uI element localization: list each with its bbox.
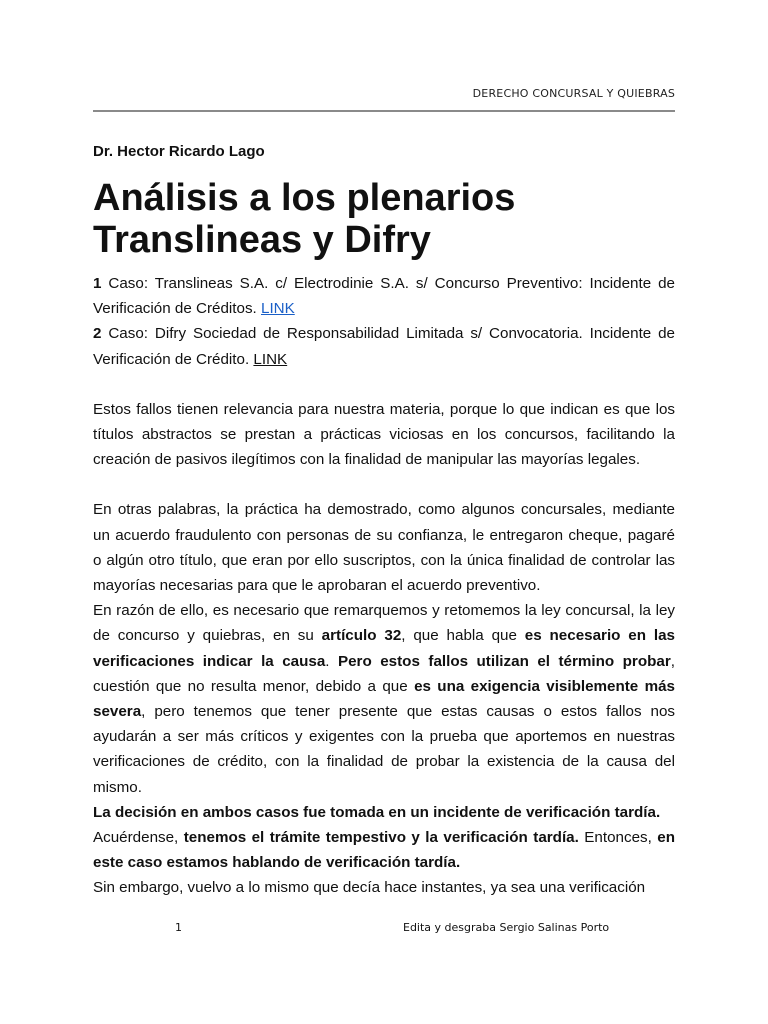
paragraph-reminder	[93, 825, 675, 875]
bold-run: tenemos el trámite tempestivo y la verificación tardía.	[183, 829, 579, 847]
paragraph-article-32	[93, 598, 675, 800]
case-2-link[interactable]: LINK	[253, 350, 288, 368]
document-title: Análisis a los plenarios Translineas y Difry	[93, 177, 516, 261]
paragraph-decision	[93, 800, 675, 825]
bold-run: La decisión en ambos casos fue tomada en un incidente de verificación tardía.	[93, 803, 661, 821]
page-number: 1	[175, 921, 182, 934]
case-text: Caso: Translineas S.A. c/ Electrodinie S.A. s/ Concurso Preventivo: Incidente de Verificación de Créditos.	[93, 275, 675, 318]
bold-run: Pero estos fallos utilizan el término probar	[337, 652, 671, 670]
text-run: .	[325, 652, 338, 670]
text-run: Acuérdense,	[93, 829, 184, 847]
text-run: Entonces,	[578, 829, 658, 847]
case-item-1	[93, 271, 675, 321]
author-name: Dr. Hector Ricardo Lago	[93, 143, 265, 160]
bold-run: en este caso estamos hablando de verificación tardía.	[93, 829, 675, 872]
case-number: 2	[93, 325, 102, 343]
bold-run: es una exigencia visiblemente más severa	[93, 677, 676, 721]
bold-run: es necesario en las verificaciones indicar la causa	[93, 627, 675, 670]
paragraph-relevance: Estos fallos tienen relevancia para nuestra materia, porque lo que indican es que los títulos abstractos se prestan a prácticas viciosas en los concursos, facilitando la creación de pasivos ilegítimos con la finalidad de manipular las mayorías legales.	[93, 400, 675, 469]
case-1-link[interactable]: LINK	[261, 300, 295, 318]
running-header: DERECHO CONCURSAL Y QUIEBRAS	[472, 87, 675, 100]
case-number: 1	[93, 275, 102, 292]
paragraph-continuation: Sin embargo, vuelvo a lo mismo que decía hace instantes, ya sea una verificación	[93, 879, 646, 897]
text-run: , que habla que	[401, 627, 525, 645]
text-run: En razón de ello, es necesario que remarquemos y retomemos la ley concursal, la ley de concurso y quiebras, en su	[93, 602, 675, 645]
case-text: Caso: Difry Sociedad de Responsabilidad Limitada s/ Convocatoria. Incidente de Verificación de Crédito.	[93, 325, 675, 368]
case-item-2	[93, 321, 675, 371]
text-run: , cuestión que no resulta menor, debido a que	[93, 652, 675, 695]
footer-credit: Edita y desgraba Sergio Salinas Porto	[403, 921, 610, 934]
header-rule	[93, 110, 675, 112]
bold-run: artículo 32	[321, 627, 402, 645]
document-body	[93, 141, 675, 901]
paragraph-practice: En otras palabras, la práctica ha demostrado, como algunos concursales, mediante un acuerdo fraudulento con personas de su confianza, le entregaron cheque, pagaré o algún otro título, que eran por ello suscriptos, con la única finalidad de controlar las mayorías necesarias para que le aprobaran el acuerdo preventivo.	[93, 501, 675, 595]
text-run: , pero tenemos que tener presente que estas causas o estos fallos nos ayudarán a ser más críticos y exigentes con la prueba que aportemos en nuestras verificaciones de crédito, con la finalidad de probar la existencia de la causa del mismo.	[93, 703, 675, 796]
